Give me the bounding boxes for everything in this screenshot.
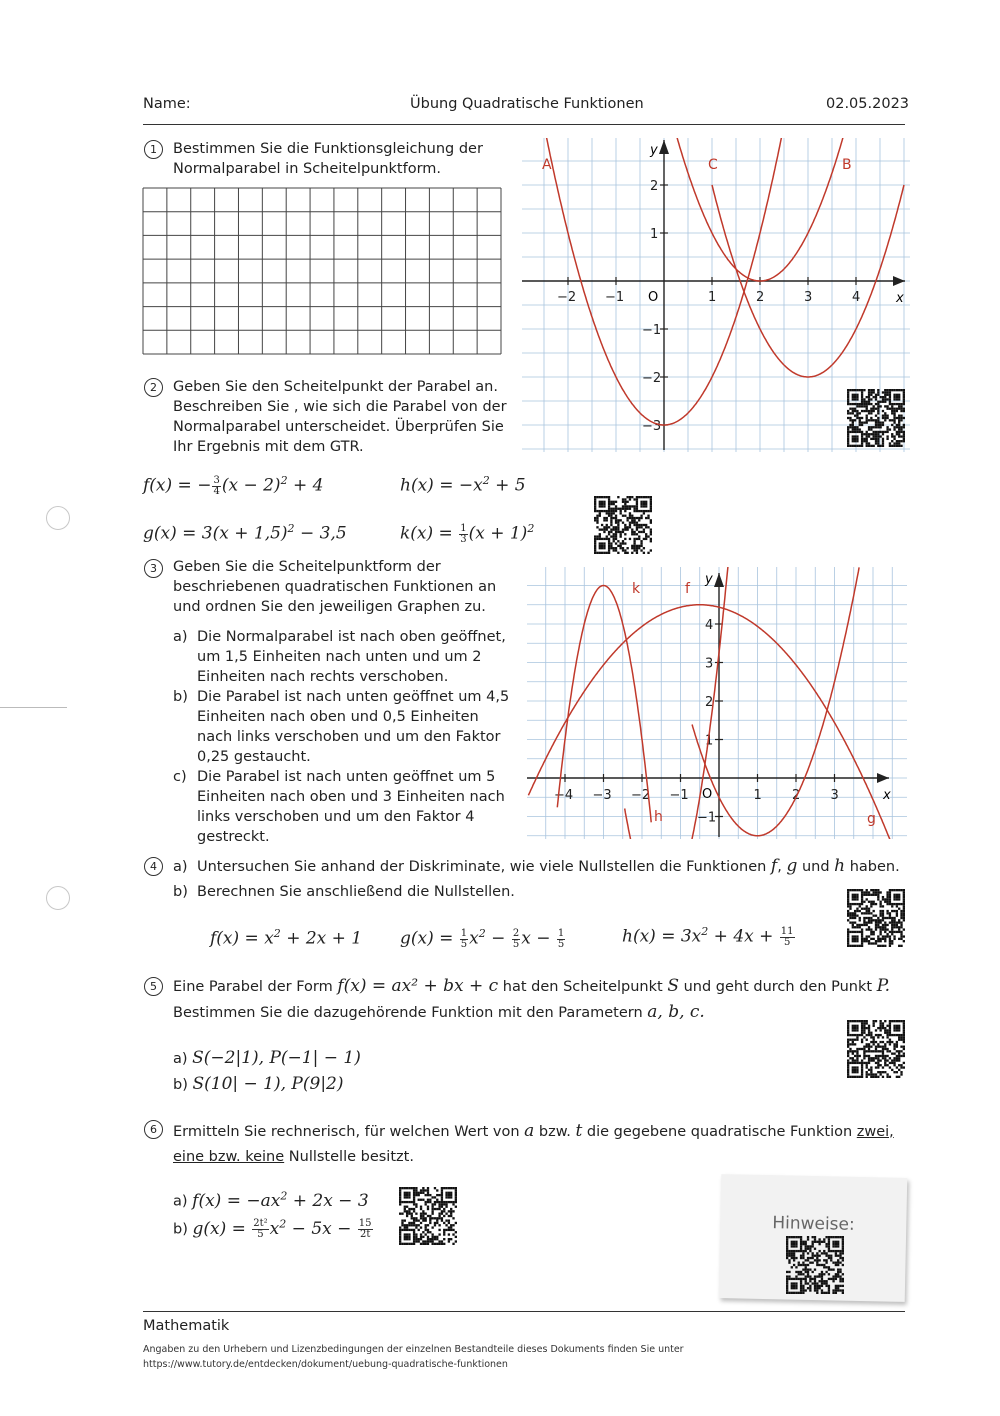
footer-subject: Mathematik [143,1318,230,1334]
label-k: k [632,581,641,597]
task4-function-h: $h(x) = 3x^2 + 4x$ + $\frac{11}{5}$ [622,925,794,948]
graph2-x-tick: 3 [830,788,839,803]
qr-code[interactable] [786,1236,844,1294]
task1-number: 1 [144,140,163,159]
graph2-y-label: y [705,572,713,587]
graph2-x-tick: −2 [631,788,651,803]
task2-number: 2 [144,378,163,397]
graph1-y-label: y [650,143,658,158]
footer-license: Angaben zu den Urhebern und Lizenzbedingungen der einzelnen Bestandteile dieses Dokuments finden Sie unter [143,1344,684,1355]
task4-number: 4 [144,857,163,876]
graph1-x-tick: 2 [756,290,765,305]
graph2-origin: O [702,787,713,802]
task5-line1: Eine Parabel der Form f(x) = ax² + bx + c hat den Scheitelpunkt S und geht durch den Punkt P. [173,976,891,996]
graph2-x-arrow [877,773,889,783]
graph1-origin: O [648,290,659,305]
task4-line-a: a) Untersuchen Sie anhand der Diskriminate, wie viele Nullstellen die Funktionen f, g und h haben. [173,856,900,876]
list-item: b) Die Parabel ist nach unten geöffnet um 4,5 Einheiten nach oben und 0,5 Einheiten nach links verschoben und um den Faktor 0,25 gestaucht. [173,689,510,765]
qr-code[interactable] [847,389,905,447]
function-h: $h(x) = -x^2 + 5$ [400,474,526,496]
qr-code[interactable] [399,1187,457,1245]
graph2 [527,567,907,839]
graph2-x-tick: −4 [554,788,574,803]
hint-label: Hinweise: [772,1213,855,1235]
graph1-x-tick: −1 [605,290,625,305]
graph1-x-tick: −2 [557,290,577,305]
graph1-x-label: x [896,291,904,306]
graph2-x-label: x [883,788,891,803]
graph1-x-arrow [893,276,905,286]
graph2-x-tick: −3 [592,788,612,803]
task3-items [173,627,513,847]
label-h: h [654,809,663,825]
list-item: a) Die Normalparabel ist nach oben geöffnet, um 1,5 Einheiten nach unten und um 2 Einheiten nach rechts verschoben. [173,629,506,685]
task6-text: Ermitteln Sie rechnerisch, für welchen Wert von a bzw. t die gegebene quadratische Funktion zwei, eine bzw. keine Nullstelle besitzt. [173,1121,894,1165]
task5-number: 5 [144,977,163,996]
graph1-y-tick: −3 [642,419,662,434]
function-f: f(x) = − $\frac{3}{4}$ $(x - 2)^2 + 4$ [143,474,324,497]
list-item: c) Die Parabel ist nach unten geöffnet um 5 Einheiten nach oben und 3 Einheiten nach links verschoben und um den Faktor 4 gestreckt. [173,769,505,845]
answer-grid [142,187,502,355]
label-f: f [685,581,690,597]
footer-rule [143,1311,905,1312]
task4-function-g: g(x) = $\frac{1}{5}$ $x^2$ − $\frac{2}{5}$ x − $\frac{1}{5}$ [400,927,565,950]
date: 02.05.2023 [826,96,910,112]
fold-mark [0,707,67,708]
graph2-x-tick: 2 [792,788,801,803]
graph1-y-tick: −1 [642,323,662,338]
graph2-y-tick: −1 [697,810,717,826]
graph2-y-arrow [714,573,724,587]
function-k: k(x) = $\frac{1}{3}$ $(x + 1)^2$ [400,522,535,545]
task5-a: a) S(−2|1), P(−1| − 1) [173,1048,361,1068]
task2-text: Geben Sie den Scheitelpunkt der Parabel an. Beschreiben Sie , wie sich die Parabel von der Normalparabel unterscheidet. Überprüfen Sie Ihr Ergebnis mit dem GTR. [173,379,507,455]
task3-text: Geben Sie die Scheitelpunktform der beschriebenen quadratischen Funktionen an und ordnen Sie den jeweiligen Graphen zu. [173,559,497,615]
qr-code[interactable] [594,496,652,554]
graph1-y-arrow [659,140,669,154]
graph2-y-tick: 1 [705,733,714,749]
punch-hole-bottom [46,886,70,910]
task6-number: 6 [144,1120,163,1139]
curve-f [528,605,890,839]
task5-line2: Bestimmen Sie die dazugehörende Funktion mit den Parametern a, b, c. [173,1002,705,1022]
graph1-y-tick: 2 [650,179,659,194]
task6-a: a) $f(x) = -ax^2 + 2x - 3$ [173,1189,369,1211]
graph1-x-tick: 4 [852,290,861,305]
graph1-x-tick: 3 [804,290,813,305]
qr-code[interactable] [847,1020,905,1078]
task5-b-clip: b) S(10| − 1), P(9|2) [173,1074,344,1092]
graph2-y-tick: 2 [705,695,714,710]
graph2-y-tick: 4 [705,618,714,633]
label-g: g [867,811,876,827]
qr-code[interactable] [847,889,905,947]
graph1-x-tick: 1 [708,290,717,305]
task4-line-b: b) Berechnen Sie anschließend die Nullstellen. [173,884,515,900]
graph2-x-tick: −1 [669,788,689,803]
label-C: C [708,157,718,173]
function-g: $g(x) = 3(x + 1,5)^2 - 3,5$ [143,522,347,544]
graph1-y-tick: −2 [642,371,662,386]
page-title: Übung Quadratische Funktionen [410,96,644,112]
task6-b: b) g(x) = $\frac{\text{2t²}}{5}$ $x^2 - 5x$ − $\frac{15}{2t}$ [173,1217,372,1240]
label-B: B [842,157,852,173]
punch-hole-top [46,506,70,530]
name-label: Name: [143,96,191,112]
curve-B [617,138,898,281]
curve-k [557,586,651,823]
header-rule [143,124,905,125]
graph2-x-tick: 1 [753,788,762,803]
task1-text: Bestimmen Sie die Funktionsgleichung der Normalparabel in Scheitelpunktform. [173,141,483,177]
graph2-y-tick: 3 [705,656,714,672]
footer-url[interactable]: https://www.tutory.de/entdecken/dokument/uebung-quadratische-funktionen [143,1359,508,1370]
label-A: A [542,157,552,173]
task3-number: 3 [144,559,163,578]
task4-function-f: $f(x) = x^2 + 2x + 1$ [210,927,363,949]
graph1-y-tick: 1 [650,227,659,242]
